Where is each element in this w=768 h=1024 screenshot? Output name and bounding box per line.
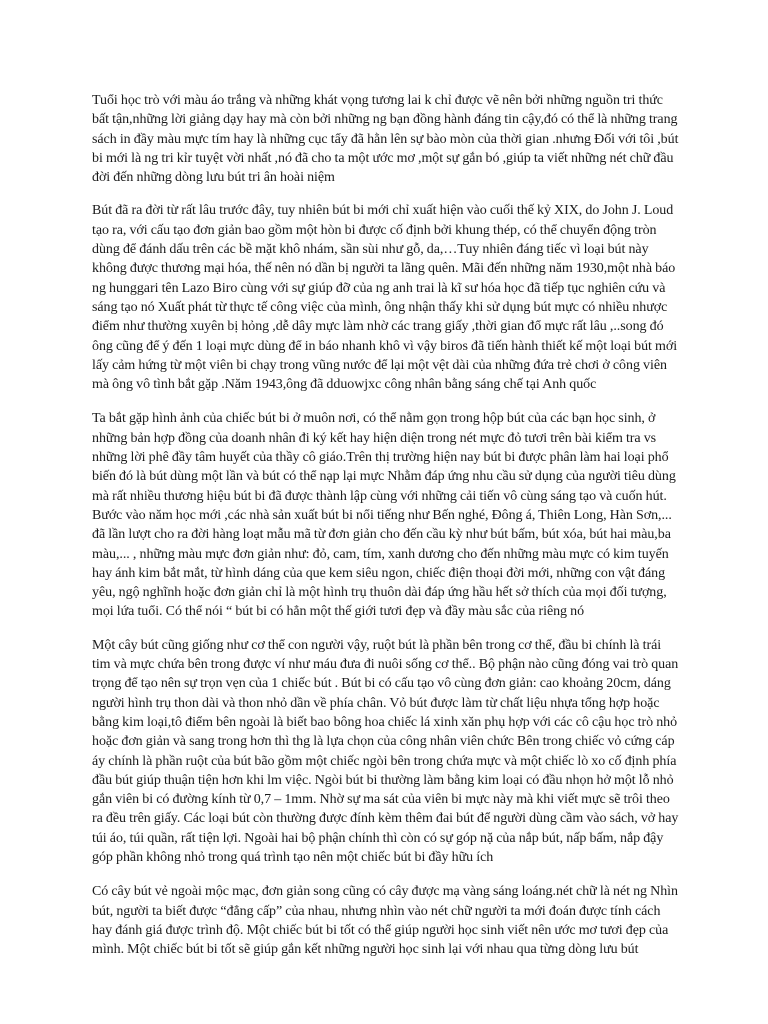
paragraph-history: Bút đã ra đời từ rất lâu trước đây, tuy nhiên bút bi mới chỉ xuất hiện vào cuối thế kỷ XIX, do John J. Loud tạo ra, với cấu tạo đơn giản bao gồm một hòn bi được cố định bởi khung thép, có thể chuyển động tròn dùng để đánh dấu trên các bề mặt khô nhám, sần sùi như gỗ, da,…Tuy nhiên đáng tiếc vì loại bút này không được thương mại hóa, thế nên nó dần bị người ta lãng quên. Mãi đến những năm 1930,một nhà báo ng hunggari tên Lazo Biro cùng với sự giúp đỡ của ng anh trai là kĩ sư hóa học đã tiếp tục nghiên cứu và sáng tạo nó Xuất phát từ thực tế công việc của mình, ông nhận thấy khi sử dụng bút mực có nhiều nhược điểm như thường xuyên bị hỏng ,dễ dây mực làm nhờ các trang giấy ,thời gian đổ mực rất lâu ,..song đó ông cũng để ý đến 1 loại mực dùng để in báo nhanh khô vì vậy biros đã tiến hành thiết kế một loại bút mới lấy cảm hứng từ một viên bi chạy trong vũng nước để lại một vệt dài của những đứa trẻ chơi ở công viên mà ông vô tình bắt gặp .Năm 1943,ông đã dduowjxc công nhân bằng sáng chế tại Anh quốc xyxy=(92,203,678,393)
document-page xyxy=(92,91,682,973)
paragraph-types: Ta bắt gặp hình ảnh của chiếc bút bi ở muôn nơi, có thể nằm gọn trong hộp bút của các bạn học sinh, ở những bản hợp đồng của doanh nhân đi ký kết hay hiện diện trong nét mực đỏ tươi trên bài kiểm tra vs những lời phê đầy tâm huyết của thầy cô giáo.Trên thị trường hiện nay bút bi được phân làm hai loại phổ biến đó là bút dùng một lần và bút có thể nạp lại mực Nhằm đáp ứng nhu cầu sử dụng của người tiêu dùng mà rất nhiều thương hiệu bút bi đã được thành lập cùng với những cải tiến vô cùng sáng tạo và cuốn hút. Bước vào năm học mới ,các nhà sản xuất bút bi nổi tiếng như Bến nghé, Đông á, Thiên Long, Hàn Sơn,... đã lần lượt cho ra đời hàng loạt mẫu mã từ đơn giản cho đến cầu kỳ như bút bấm, bút xóa, bút hai màu,ba màu,... , những màu mực đơn giản như: đỏ, cam, tím, xanh dương cho đến những màu mực có kim tuyến hay ánh kim bắt mắt, từ hình dáng của que kem siêu ngon, chiếc điện thoại đời mới, những con vật đáng yêu, ngộ nghĩnh hoặc đơn giản chỉ là một hình trụ thuôn dài đáp ứng hầu hết sở thích của mọi đối tượng, mọi lứa tuổi. Có thể nói “ bút bi có hẳn một thế giới tươi đẹp và đầy màu sắc của riêng nó xyxy=(92,411,676,620)
paragraph-structure: Một cây bút cũng giống như cơ thể con người vậy, ruột bút là phần bên trong cơ thể, đầu bi chính là trái tim và mực chứa bên trong được ví như máu đưa đi nuôi sống cơ thể.. Bộ phận nào cũng đóng vai trò quan trọng để tạo nên sự trọn vẹn của 1 chiếc bút . Bút bi có cấu tạo vô cùng đơn giản: cao khoảng 20cm, dáng người hình trụ thon dài và thon nhỏ dần về phía chân. Vỏ bút được làm từ chất liệu nhựa tổng hợp hoặc bằng kim loại,tô điểm bên ngoài là biết bao bông hoa chiếc lá xinh xăn phụ hợp với các cô cậu học trò nhỏ hoặc đơn giản và sang trong hơn thì thg là lựa chọn của công nhân viên chức Bên trong chiếc vỏ cứng cáp áy chính là phần ruột của bút bão gồm một chiếc ngòi bên trong chứa mực và một chiếc lò xo cố định phía đầu bút giúp thuận tiện hơn khi lm việc. Ngòi bút bi thường làm bằng kim loại có đầu nhọn hở một lỗ nhỏ gắn viên bi có đường kính từ 0,7 – 1mm. Nhờ sự ma sát của viên bi mực này mà khi viết mực sẽ trôi theo ra đều trên giấy. Các loại bút còn thường được đính kèm thêm đai bút để người dùng cầm vào sách, vở hay túi áo, túi quần, rất tiện lợi. Ngoài hai bộ phận chính thì còn có sự góp nặ của nắp bút, nấp bấm, nắp đậy góp phần không nhỏ trong quá trình tạo nên một chiếc bút bi đầy hữu ích xyxy=(92,637,679,865)
paragraph-intro: Tuổi học trò với màu áo trắng và những khát vọng tương lai k chỉ được vẽ nên bởi những nguồn tri thức bất tận,những lời giảng dạy hay mà còn bởi những ng bạn đồng hành đáng tin cậy,đó có thể là những trang sách in đầy màu mực tím hay là những cục tẩy đã hằn lên sự bào mòn của thời gian .nhưng Đối với tôi ,bút bi mới là ng tri kỉr tuyệt vời nhất ,nó đã cho ta một ước mơ ,một sự gắn bó ,giúp ta viết những nét chữ đầu đời đến những dòng lưu bút tri ân hoài niệm xyxy=(92,93,679,186)
paragraph-conclusion: Có cây bút vẻ ngoài mộc mạc, đơn giản song cũng có cây được mạ vàng sáng loáng.nét chữ là nét ng Nhìn bút, người ta biết được “đẳng cấp” của nhau, nhưng nhìn vào nét chữ người ta mới đoán được tính cách hay đánh giá được trình độ. Một chiếc bút bi tốt có thể giúp người học sinh viết nên ước mơ tươi đẹp của mình. Một chiếc bút bi tốt sẽ giúp gắn kết những người học sinh lại với nhau qua từng dòng lưu bút xyxy=(92,884,678,958)
